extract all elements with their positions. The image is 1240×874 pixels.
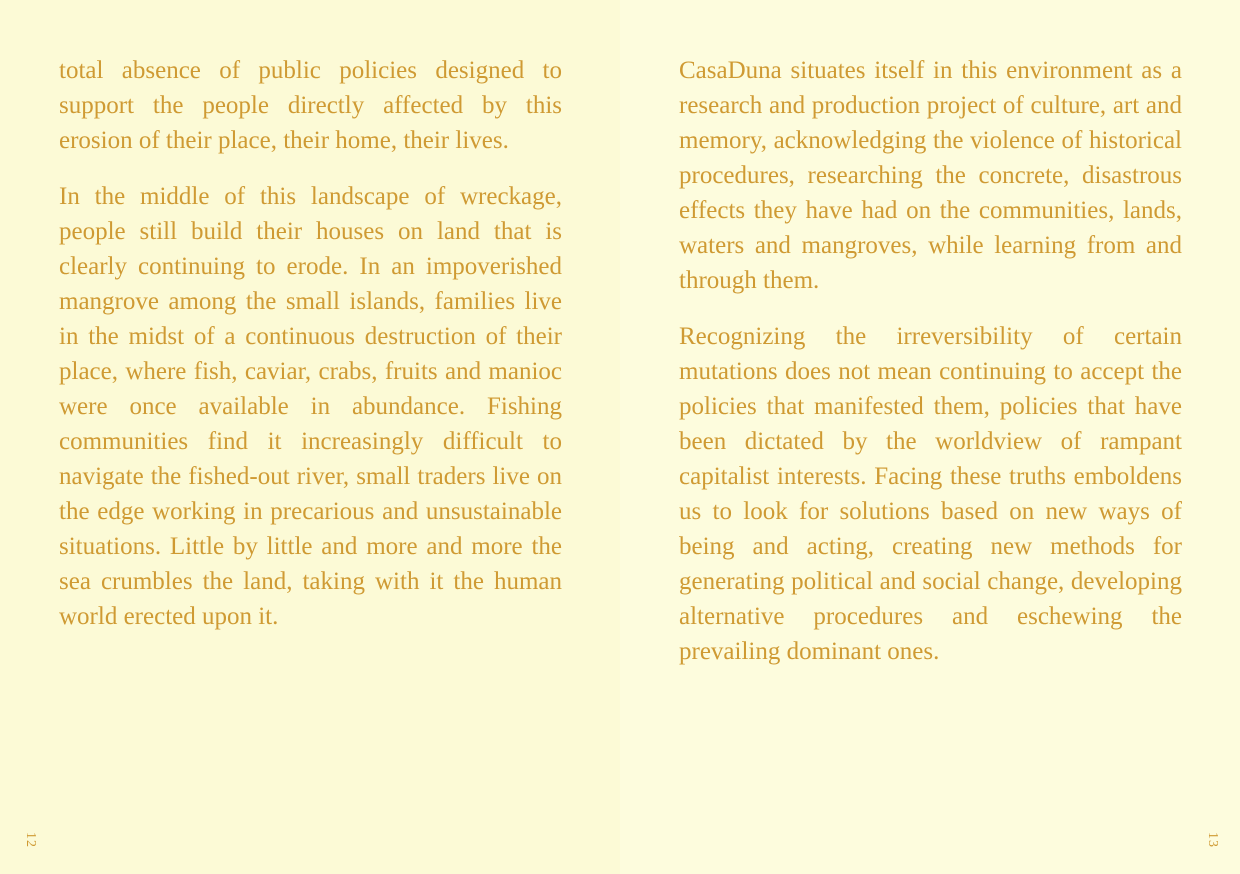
left-text-column	[59, 53, 562, 655]
right-text-column	[679, 53, 1182, 690]
right-page-number: 13	[1205, 832, 1220, 848]
left-paragraph-1: total absence of public policies designed to support the people directly affected by this erosion of their place, their home, their lives.	[59, 57, 562, 154]
right-paragraph-1: CasaDuna situates itself in this environment as a research and production project of culture, art and memory, acknowledging the violence of historical procedures, researching the concrete, disastrous effects they have had on the communities, lands, waters and mangroves, while learning from and through them.	[679, 57, 1182, 294]
left-page-number: 12	[23, 832, 38, 848]
right-paragraph-2: Recognizing the irreversibility of certain mutations does not mean continuing to accept the policies that manifested them, policies that have been dictated by the worldview of rampant capitalist interests. Facing these truths emboldens us to look for solutions based on new ways of being and acting, creating new methods for generating political and social change, developing alternative procedures and eschewing the prevailing dominant ones.	[679, 323, 1182, 665]
left-paragraph-2: In the middle of this landscape of wreckage, people still build their houses on land that is clearly continuing to erode. In an impoverished mangrove among the small islands, families live in the midst of a continuous destruction of their place, where fish, caviar, crabs, fruits and manioc were once available in abundance. Fishing communities find it increasingly difficult to navigate the fished-out river, small traders live on the edge working in precarious and unsustainable situations. Little by little and more and more the sea crumbles the land, taking with it the human world erected upon it.	[59, 183, 562, 630]
right-page	[620, 0, 1240, 874]
